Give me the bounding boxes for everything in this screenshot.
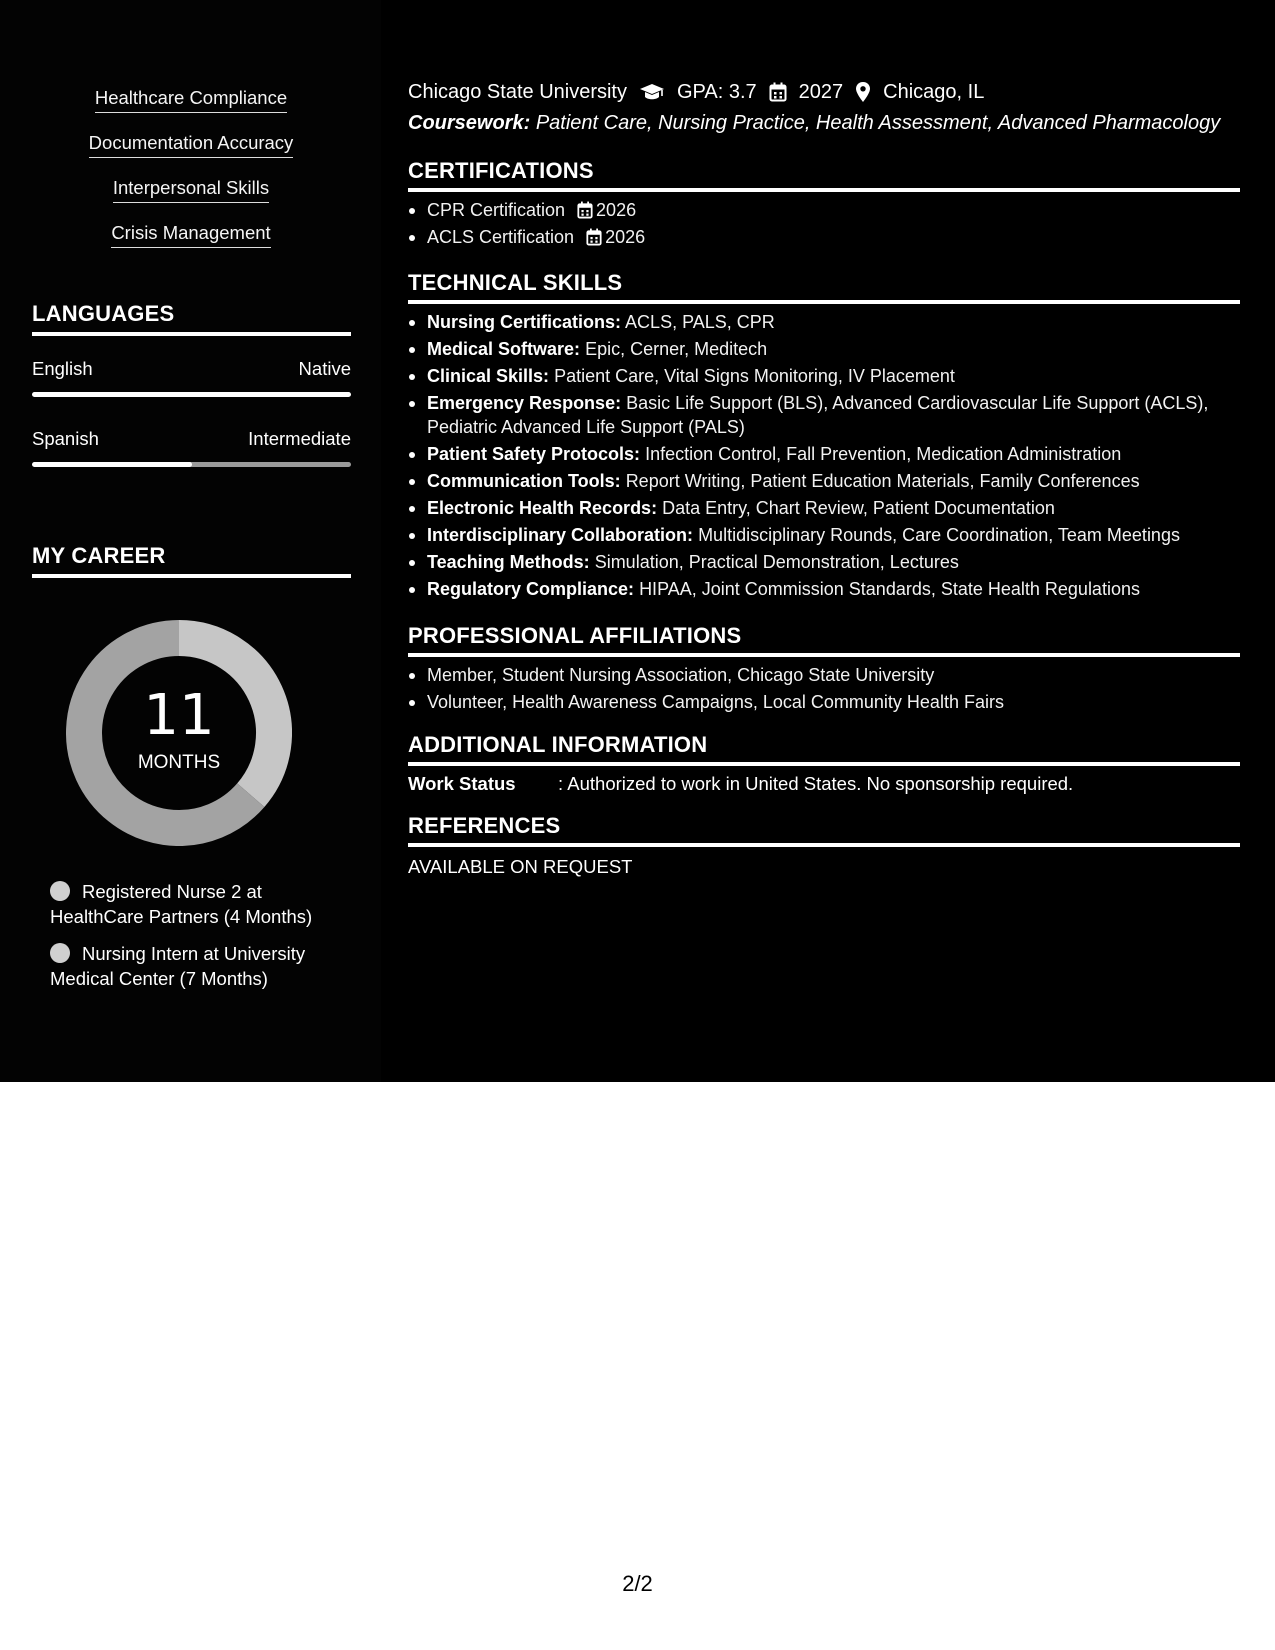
skill-tags bbox=[32, 86, 350, 266]
technical-skill-item bbox=[408, 337, 1240, 361]
sidebar bbox=[0, 0, 381, 1082]
language-name: English bbox=[32, 358, 93, 379]
certification-name: CPR Certification bbox=[427, 200, 566, 220]
education-line bbox=[408, 78, 1240, 106]
skill-tag-label: Interpersonal Skills bbox=[113, 176, 269, 203]
references-heading: REFERENCES bbox=[408, 812, 1240, 847]
skill-tag bbox=[32, 176, 350, 221]
language-bar bbox=[32, 462, 351, 467]
technical-skills-heading: TECHNICAL SKILLS bbox=[408, 269, 1240, 304]
affiliation-item: Member, Student Nursing Association, Chicago State University bbox=[408, 663, 1240, 687]
technical-skill-item bbox=[408, 523, 1240, 547]
technical-skill-label: Teaching Methods: bbox=[427, 552, 590, 572]
technical-skill-text: ACLS, PALS, CPR bbox=[625, 312, 775, 332]
technical-skill-item bbox=[408, 391, 1240, 439]
work-status-label: Work Status bbox=[408, 773, 516, 794]
technical-skill-label: Regulatory Compliance: bbox=[427, 579, 635, 599]
technical-skill-text: Basic Life Support (BLS), Advanced Cardiovascular Life Support (ACLS), Pediatric Advanced Life Support (PALS) bbox=[427, 393, 1209, 437]
technical-skill-text: HIPAA, Joint Commission Standards, State Health Regulations bbox=[639, 579, 1140, 599]
affiliation-item: Volunteer, Health Awareness Campaigns, Local Community Health Fairs bbox=[408, 690, 1240, 714]
career-legend bbox=[50, 880, 350, 1004]
technical-skill-label: Medical Software: bbox=[427, 339, 581, 359]
career-heading: MY CAREER bbox=[32, 542, 351, 578]
work-status bbox=[408, 772, 1240, 796]
career-item-text: Registered Nurse 2 at HealthCare Partners (4 Months) bbox=[50, 881, 313, 927]
career-donut-chart bbox=[66, 620, 292, 846]
languages-heading: LANGUAGES bbox=[32, 300, 351, 336]
technical-skills-list bbox=[408, 310, 1240, 604]
technical-skill-text: Simulation, Practical Demonstration, Lectures bbox=[594, 552, 959, 572]
career-total-months: 11 bbox=[143, 683, 215, 748]
coursework-label: Coursework: bbox=[408, 112, 531, 134]
technical-skill-item bbox=[408, 364, 1240, 388]
technical-skill-item bbox=[408, 469, 1240, 493]
technical-skill-item bbox=[408, 442, 1240, 466]
skill-tag bbox=[32, 221, 350, 266]
graduation-cap-icon bbox=[639, 82, 665, 102]
technical-skill-text: Patient Care, Vital Signs Monitoring, IV Placement bbox=[554, 366, 955, 386]
career-total-unit: MONTHS bbox=[137, 752, 221, 773]
certification-year: 2026 bbox=[596, 200, 637, 220]
affiliations-list bbox=[408, 663, 1240, 717]
technical-skill-item bbox=[408, 550, 1240, 574]
gpa: GPA: 3.7 bbox=[676, 81, 757, 103]
graduation-year: 2027 bbox=[798, 81, 844, 103]
technical-skill-label: Electronic Health Records: bbox=[427, 498, 658, 518]
technical-skill-text: Epic, Cerner, Meditech bbox=[585, 339, 768, 359]
technical-skill-text: Multidisciplinary Rounds, Care Coordination, Team Meetings bbox=[698, 525, 1180, 545]
certification-name: ACLS Certification bbox=[427, 227, 575, 247]
technical-skill-label: Patient Safety Protocols: bbox=[427, 444, 641, 464]
language-bar-fill bbox=[32, 392, 351, 397]
school-name: Chicago State University bbox=[408, 81, 627, 103]
references-text: AVAILABLE ON REQUEST bbox=[408, 856, 633, 877]
skill-tag bbox=[32, 86, 350, 131]
technical-skill-text: Infection Control, Fall Prevention, Medication Administration bbox=[645, 444, 1122, 464]
career-item bbox=[50, 880, 350, 929]
technical-skill-label: Communication Tools: bbox=[427, 471, 621, 491]
language-level: Native bbox=[298, 358, 351, 379]
location-pin-icon bbox=[855, 81, 871, 103]
career-item-text: Nursing Intern at University Medical Center (7 Months) bbox=[50, 943, 306, 989]
affiliations-heading: PROFESSIONAL AFFILIATIONS bbox=[408, 622, 1240, 657]
school-location: Chicago, IL bbox=[883, 81, 985, 103]
skill-tag-label: Healthcare Compliance bbox=[95, 86, 287, 113]
technical-skill-text: Report Writing, Patient Education Materials, Family Conferences bbox=[625, 471, 1140, 491]
page-number: 2/2 bbox=[622, 1571, 653, 1596]
language-level: Intermediate bbox=[248, 428, 351, 449]
technical-skill-label: Emergency Response: bbox=[427, 393, 622, 413]
skill-tag-label: Documentation Accuracy bbox=[89, 131, 294, 158]
career-dot-icon bbox=[50, 881, 70, 901]
technical-skill-label: Clinical Skills: bbox=[427, 366, 550, 386]
certification-year: 2026 bbox=[605, 227, 646, 247]
skill-tag-label: Crisis Management bbox=[111, 221, 270, 248]
technical-skill-label: Interdisciplinary Collaboration: bbox=[427, 525, 694, 545]
calendar-icon bbox=[769, 82, 787, 102]
technical-skill-item bbox=[408, 310, 1240, 334]
language-spanish bbox=[32, 427, 351, 467]
technical-skill-item bbox=[408, 577, 1240, 601]
calendar-icon bbox=[586, 228, 602, 246]
certifications-list bbox=[408, 198, 1240, 252]
calendar-icon bbox=[577, 201, 593, 219]
skill-tag bbox=[32, 131, 350, 176]
language-bar bbox=[32, 392, 351, 397]
technical-skill-item bbox=[408, 496, 1240, 520]
language-english bbox=[32, 357, 351, 397]
work-status-value: : Authorized to work in United States. No sponsorship required. bbox=[558, 773, 1074, 794]
certifications-heading: CERTIFICATIONS bbox=[408, 157, 1240, 192]
certification-item bbox=[408, 198, 1240, 222]
coursework bbox=[408, 109, 1240, 137]
certification-item bbox=[408, 225, 1240, 249]
technical-skill-text: Data Entry, Chart Review, Patient Documentation bbox=[662, 498, 1055, 518]
career-item bbox=[50, 942, 350, 991]
language-name: Spanish bbox=[32, 428, 99, 449]
career-dot-icon bbox=[50, 943, 70, 963]
language-bar-fill bbox=[32, 462, 192, 467]
technical-skill-label: Nursing Certifications: bbox=[427, 312, 622, 332]
additional-info-heading: ADDITIONAL INFORMATION bbox=[408, 731, 1240, 766]
coursework-text: Patient Care, Nursing Practice, Health Assessment, Advanced Pharmacology bbox=[535, 112, 1221, 134]
